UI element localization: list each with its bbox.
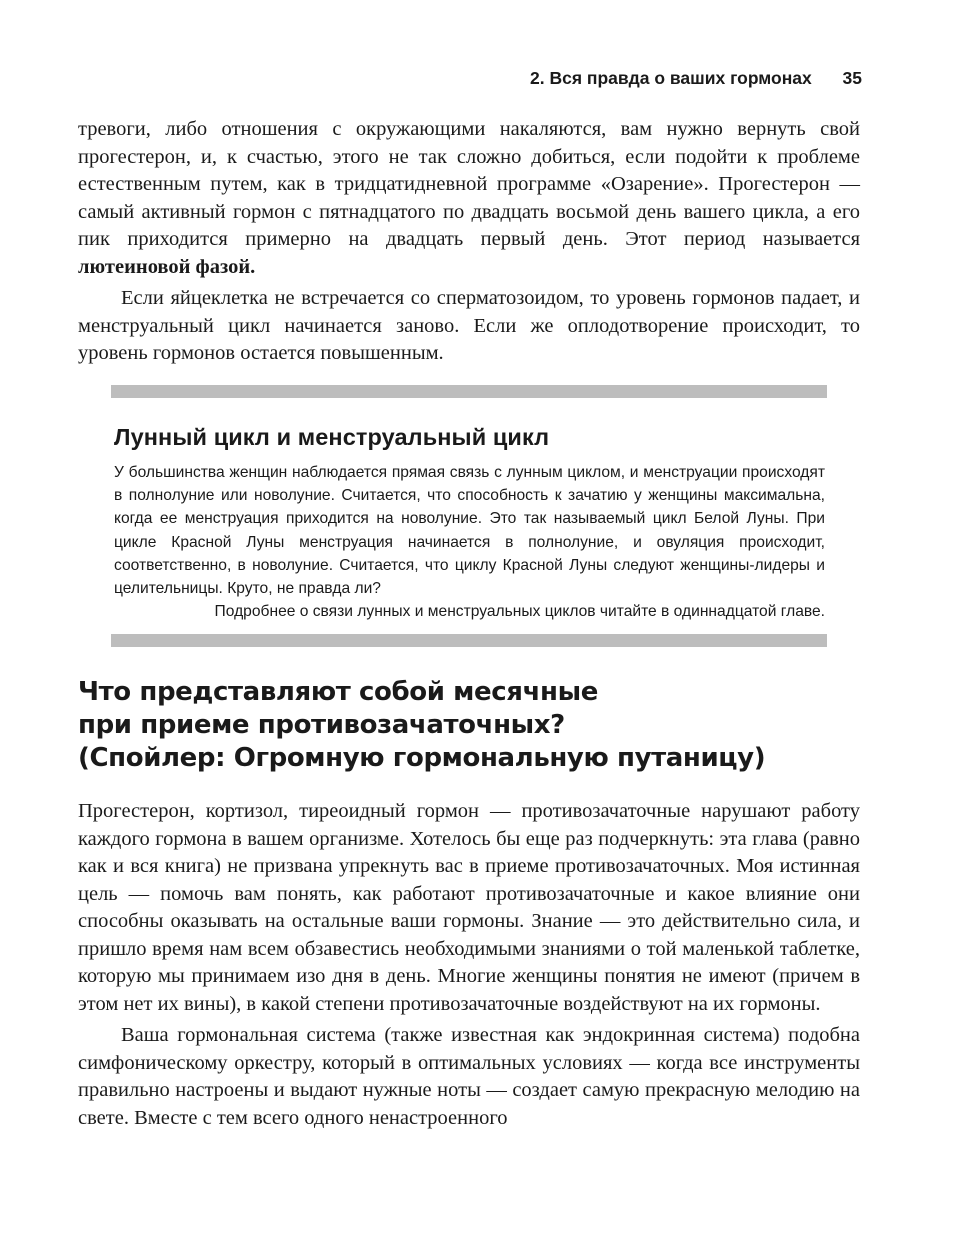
paragraph: Если яйцеклетка не встречается со сперматозоидом, то уровень гормонов падает, и менструальный цикл начинается заново. Если же оплодотворение происходит, то уровень гормонов остается повышенным. — [78, 287, 860, 364]
section-text — [78, 798, 860, 1132]
bold-term: лютеиновой фазой. — [78, 255, 256, 278]
chapter-title: 2. Вся правда о ваших гормонах — [530, 68, 812, 88]
paragraph: Прогестерон, кортизол, тиреоидный гормон — противозачаточные нарушают работу каждого гормона в вашем организме. Хотелось бы еще раз подчеркнуть: эта глава (равно как и вся книга) не призвана упрекнуть вас в приеме противозачаточных. Моя истинная цель — помочь вам понять, как работают противозачаточные и какое влияние они способны оказывать на остальные ваши гормоны. Знание — это действительно сила, и пришло время нам всем обзавестись необходимыми знаниями о той маленькой таблетке, которую мы принимаем изо дня в день. Многие женщины понятия не имеют (причем в этом нет их вины), в какой степени противозачаточные воздействуют на их гормоны. — [78, 800, 860, 1015]
sidebar-box — [111, 385, 827, 647]
paragraph — [78, 116, 860, 281]
heading-line: при приеме противозачаточных? — [78, 710, 565, 740]
sidebar-text: У большинства женщин наблюдается прямая связь с лунным циклом, и менструации происходят в полнолуние или новолуние. Считается, что способность к зачатию у женщины максимальна, когда ее менструация приходится на новолуние. Это так называемый цикл Белой Луны. При цикле Красной Луны менструация начинается в полнолуние, и овуляция происходит, соответственно, в новолуние. Считается, что циклу Красной Луны следуют женщины-лидеры и целительницы. Круто, не правда ли? — [114, 464, 825, 598]
heading-line: (Спойлер: Огромную гормональную путаницу) — [78, 743, 766, 773]
sidebar-top-bar — [111, 385, 827, 398]
intro-text — [78, 116, 860, 368]
running-head — [530, 66, 862, 90]
page-number: 35 — [842, 68, 862, 88]
sidebar-title: Лунный цикл и менструальный цикл — [114, 424, 550, 450]
paragraph-text: тревоги, либо отношения с окружающими накаляются, вам нужно вернуть свой прогестерон, и, к счастью, этого не так сложно добиться, если подойти к проблеме естественным путем, как в тридцатидневной программе «Озарение». Прогестерон — самый активный гормон с пятнадцатого по двадцать восьмой день вашего цикла, а его пик приходится примерно на двадцать первый день. Этот период называется — [78, 118, 860, 250]
paragraph: Ваша гормональная система (также известная как эндокринная система) подобна симфоническому оркестру, который в оптимальных условиях — когда все инструменты правильно настроены и выдают нужные ноты — создает самую прекрасную мелодию на свете. Вместе с тем всего одного ненастроенного — [78, 1024, 860, 1129]
sidebar-note: Подробнее о связи лунных и менструальных циклов читайте в одиннадцатой главе. — [214, 603, 825, 621]
section-heading — [78, 676, 858, 775]
heading-line: Что представляют собой месячные — [78, 677, 598, 707]
sidebar-bottom-bar — [111, 634, 827, 647]
